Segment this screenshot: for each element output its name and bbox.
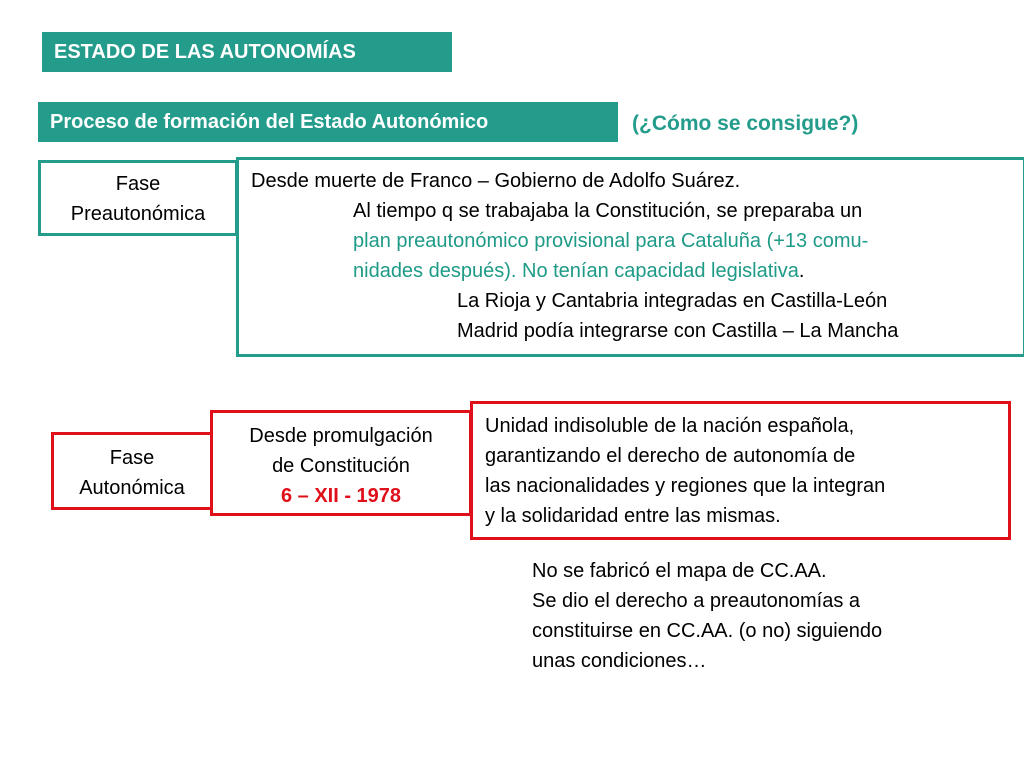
page-title-bar [42,32,452,72]
note-line-1: No se fabricó el mapa de CC.AA. [532,560,827,582]
unity-line-3: las nacionalidades y regiones que la integran [485,475,886,497]
detail-line-5: La Rioja y Cantabria integradas en Castilla-León [457,290,888,312]
question-text: (¿Cómo se consigue?) [632,112,859,135]
promulgacion-line-1: Desde promulgación [249,425,433,447]
preautonomica-detail-box [236,157,1024,357]
note-text [532,556,882,676]
unity-line-1: Unidad indisoluble de la nación española, [485,415,855,437]
promulgacion-box [210,410,472,516]
unity-line-4: y la solidaridad entre las mismas. [485,505,781,527]
subtitle-bar [38,102,618,142]
detail-line-3: plan preautonómico provisional para Cataluña (+13 comu- [353,230,869,252]
detail-line-2: Al tiempo q se trabajaba la Constitución, se preparaba un [353,200,863,222]
unity-box [470,401,1011,540]
subtitle: Proceso de formación del Estado Autonómico [50,111,489,133]
note-line-2: Se dio el derecho a preautonomías a [532,590,860,612]
detail-line-1: Desde muerte de Franco – Gobierno de Adolfo Suárez. [251,170,741,192]
phase-label-2: Autonómica [79,477,185,499]
note-line-4: unas condiciones… [532,650,707,672]
detail-line-4-end: . [798,260,805,282]
phase-label-2: Preautonómica [70,203,206,225]
promulgacion-line-2: de Constitución [272,455,410,477]
detail-line-6: Madrid podía integrarse con Castilla – La Mancha [457,320,899,342]
phase-autonomica-box [51,432,213,510]
phase-preautonomica-box [38,160,238,236]
detail-line-4 [251,256,1023,286]
detail-line-4-teal: nidades después). No tenían capacidad legislativa [353,260,799,282]
page-title: ESTADO DE LAS AUTONOMÍAS [54,41,356,63]
phase-label-1: Fase [115,173,161,195]
phase-label-1: Fase [109,447,155,469]
unity-line-2: garantizando el derecho de autonomía de [485,445,856,467]
promulgacion-date: 6 – XII - 1978 [280,485,402,507]
note-line-3: constituirse en CC.AA. (o no) siguiendo [532,620,883,642]
